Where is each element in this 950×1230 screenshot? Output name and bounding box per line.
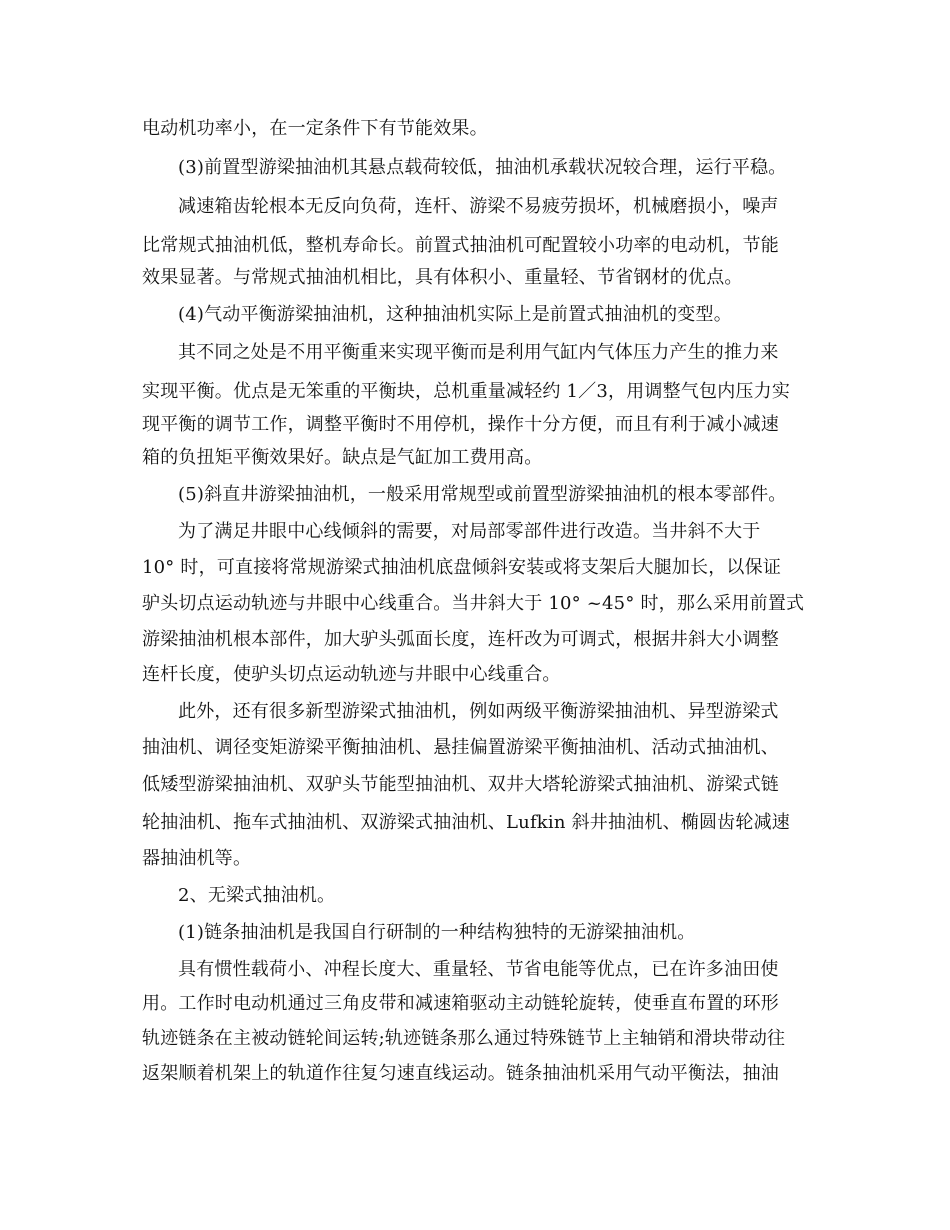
text-line: 现平衡的调节工作，调整平衡时不用停机，操作十分方便，而且有利于减小减速 — [142, 414, 779, 435]
text-line: 为了满足井眼中心线倾斜的需要，对局部零部件进行改造。当井斜不大于 — [178, 521, 761, 542]
text-line: 10° 时，可直接将常规游梁式抽油机底盘倾斜安装或将支架后大腿加长，以保证 — [142, 557, 782, 578]
text-line: 其不同之处是不用平衡重来实现平衡而是利用气缸内气体压力产生的推力来 — [178, 342, 779, 363]
text-line: (1)链条抽油机是我国自行研制的一种结构独特的无游梁抽油机。 — [178, 922, 696, 943]
text-line: 比常规式抽油机低，整机寿命长。前置式抽油机可配置较小功率的电动机，节能 — [142, 235, 779, 256]
text-line: 效果显著。与常规式抽油机相比，具有体积小、重量轻、节省钢材的优点。 — [142, 267, 743, 288]
text-line: 用。工作时电动机通过三角皮带和减速箱驱动主动链轮旋转，使垂直布置的环形 — [142, 993, 779, 1014]
text-line: 减速箱齿轮根本无反向负荷，连杆、游梁不易疲劳损坏，机械磨损小，噪声 — [178, 196, 779, 217]
text-line: 电动机功率小，在一定条件下有节能效果。 — [142, 118, 488, 139]
text-line: (3)前置型游梁抽油机其悬点载荷较低，抽油机承载状况较合理，运行平稳。 — [178, 157, 787, 178]
text-line: 轮抽油机、拖车式抽油机、双游梁式抽油机、Lufkin 斜井抽油机、椭圆齿轮减速 — [142, 812, 790, 833]
text-line: (5)斜直井游梁抽油机，一般采用常规型或前置型游梁抽油机的根本零部件。 — [178, 484, 787, 505]
text-line: 此外，还有很多新型游梁式抽油机，例如两级平衡游梁抽油机、异型游梁式 — [178, 701, 779, 722]
text-line: 实现平衡。优点是无笨重的平衡块，总机重量减轻约 1／3，用调整气包内压力实 — [142, 381, 791, 402]
text-line: 低矮型游梁抽油机、双驴头节能型抽油机、双井大塔轮游梁式抽油机、游梁式链 — [142, 774, 779, 795]
text-line: 轨迹链条在主被动链轮间运转;轨迹链条那么通过特殊链节上主轴销和滑块带动往 — [142, 1028, 786, 1049]
text-line: 具有惯性载荷小、冲程长度大、重量轻、节省电能等优点，已在许多油田使 — [178, 959, 779, 980]
text-line: 游梁抽油机根本部件，加大驴头弧面长度，连杆改为可调式，根据井斜大小调整 — [142, 629, 779, 650]
text-line: 抽油机、调径变矩游梁平衡抽油机、悬挂偏置游梁平衡抽油机、活动式抽油机、 — [142, 737, 779, 758]
text-line: (4)气动平衡游梁抽油机，这种抽油机实际上是前置式抽油机的变型。 — [178, 304, 732, 325]
text-line: 箱的负扭矩平衡效果好。缺点是气缸加工费用高。 — [142, 447, 543, 468]
text-line: 连杆长度，使驴头切点运动轨迹与井眼中心线重合。 — [142, 664, 561, 685]
text-line: 返架顺着机架上的轨道作往复匀速直线运动。链条抽油机采用气动平衡法，抽油 — [142, 1063, 779, 1084]
text-line: 2、无梁式抽油机。 — [178, 885, 336, 906]
text-line: 驴头切点运动轨迹与井眼中心线重合。当井斜大于 10° ~45° 时，那么采用前置式 — [142, 593, 805, 614]
text-line: 器抽油机等。 — [142, 848, 252, 869]
